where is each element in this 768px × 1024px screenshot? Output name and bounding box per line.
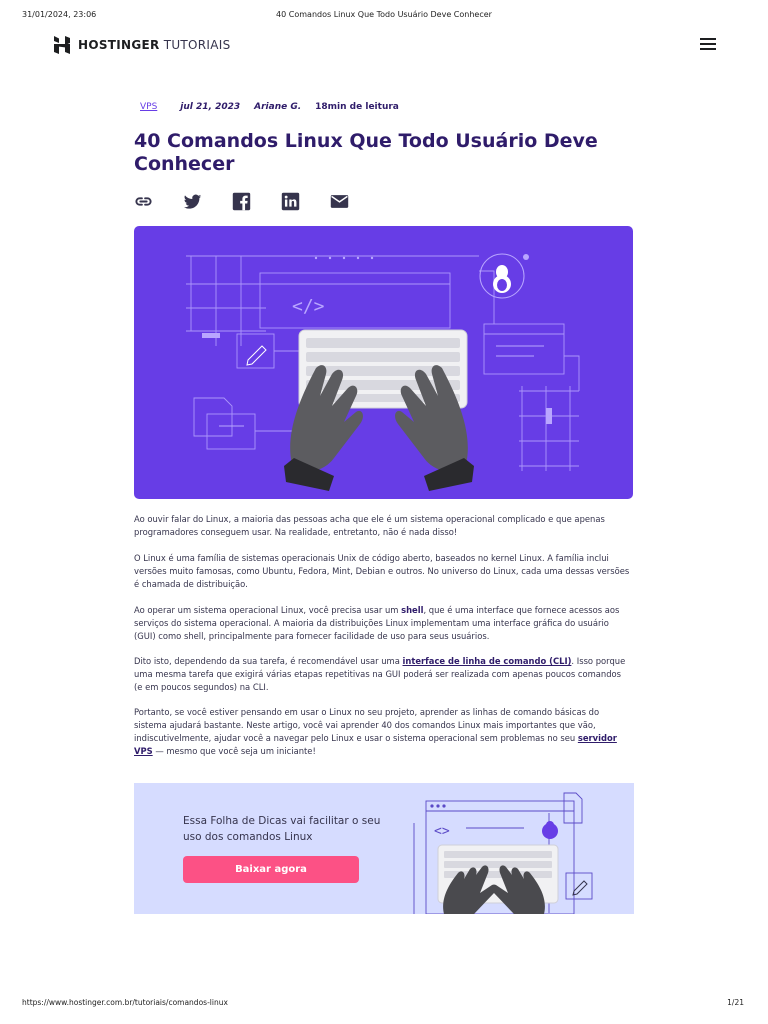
logo-text (78, 38, 231, 52)
paragraph-4-text-a: Dito isto, dependendo da sua tarefa, é recomendável usar uma (134, 656, 403, 666)
print-datetime: 31/01/2024, 23:06 (22, 10, 97, 19)
hamburger-menu-icon[interactable] (700, 38, 716, 52)
shell-term: shell (401, 605, 424, 615)
link-icon[interactable] (134, 192, 153, 211)
linkedin-icon[interactable] (281, 192, 300, 211)
share-bar (134, 192, 349, 211)
category-link[interactable]: VPS (140, 102, 158, 112)
paragraph-4-text-c: . Isso porque uma mesma tarefa que exigirá várias etapas repetitivas na GUI poderá ser realizada com apenas poucos comandos (e em poucos segundos) na CLI. (134, 656, 626, 692)
print-doc-title: 40 Comandos Linux Que Todo Usuário Deve Conhecer (276, 10, 492, 19)
paragraph-5-text-a: Portanto, se você estiver pensando em usar o Linux no seu projeto, aprender as linhas de comando básicas do sistema ajudará bastante. Neste artigo, você vai aprender 40 dos comandos Linux mais importantes que vão, indiscutivelmente, ajudar você a navegar pelo Linux e usar o sistema operacional sem problemas no seu (134, 707, 600, 743)
paragraph-3-text-c: , que é uma interface que fornece acessos aos serviços do sistema operacional. A maioria da distribuições Linux implementam uma interface gráfica do usuário (GUI) como shell, principalmente para fornecer facilidade de uso para seus usuários. (134, 605, 620, 641)
download-button[interactable]: Baixar agora (183, 856, 359, 883)
email-icon[interactable] (330, 192, 349, 211)
logo-brand: HOSTINGER (78, 38, 160, 52)
facebook-icon[interactable] (232, 192, 251, 211)
paragraph-4 (134, 655, 632, 694)
paragraph-1: Ao ouvir falar do Linux, a maioria das pessoas acha que ele é um sistema operacional complicado e que apenas programadores conseguem usar. Na realidade, entretanto, não é nada disso! (134, 514, 605, 537)
hostinger-logo-icon (52, 35, 72, 55)
paragraph-3 (134, 604, 632, 643)
paragraph-5 (134, 706, 632, 758)
svg-text:<>: <> (434, 824, 450, 839)
article-title: 40 Comandos Linux Que Todo Usuário Deve Conhecer (134, 130, 598, 175)
author-name[interactable]: Ariane G. (254, 102, 302, 112)
navbar (52, 33, 716, 59)
banner-text: Essa Folha de Dicas vai facilitar o seu uso dos comandos Linux (183, 815, 381, 843)
vps-server-link[interactable]: servidor VPS (134, 733, 617, 756)
twitter-icon[interactable] (183, 192, 202, 211)
logo[interactable] (52, 35, 231, 55)
linux-keyboard-illustration (134, 226, 633, 499)
hero-image (134, 226, 633, 499)
print-url: https://www.hostinger.com.br/tutoriais/comandos-linux (22, 998, 228, 1007)
paragraph-5-text-c: — mesmo que você seja um iniciante! (152, 746, 316, 756)
print-header (0, 10, 768, 24)
cheatsheet-banner (134, 783, 634, 914)
paragraph-2: O Linux é uma família de sistemas operacionais Unix de código aberto, baseados no kernel Linux. A família inclui versões muito famosas, como Ubuntu, Fedora, Mint, Debian e outros. No universo do Linux, cada uma dessas versões é chamada de distribuição. (134, 553, 630, 589)
banner-illustration (404, 783, 634, 914)
read-time: 18min de leitura (315, 102, 399, 112)
paragraph-3-text-a: Ao operar um sistema operacional Linux, você precisa usar um (134, 605, 402, 615)
logo-sub: TUTORIAIS (163, 38, 231, 52)
print-page-number: 1/21 (727, 998, 744, 1007)
cli-link[interactable]: interface de linha de comando (CLI) (402, 656, 572, 666)
print-footer (0, 998, 768, 1012)
publish-date: jul 21, 2023 (180, 102, 241, 112)
svg-text:</>: </> (292, 296, 325, 317)
article-meta (140, 102, 399, 116)
